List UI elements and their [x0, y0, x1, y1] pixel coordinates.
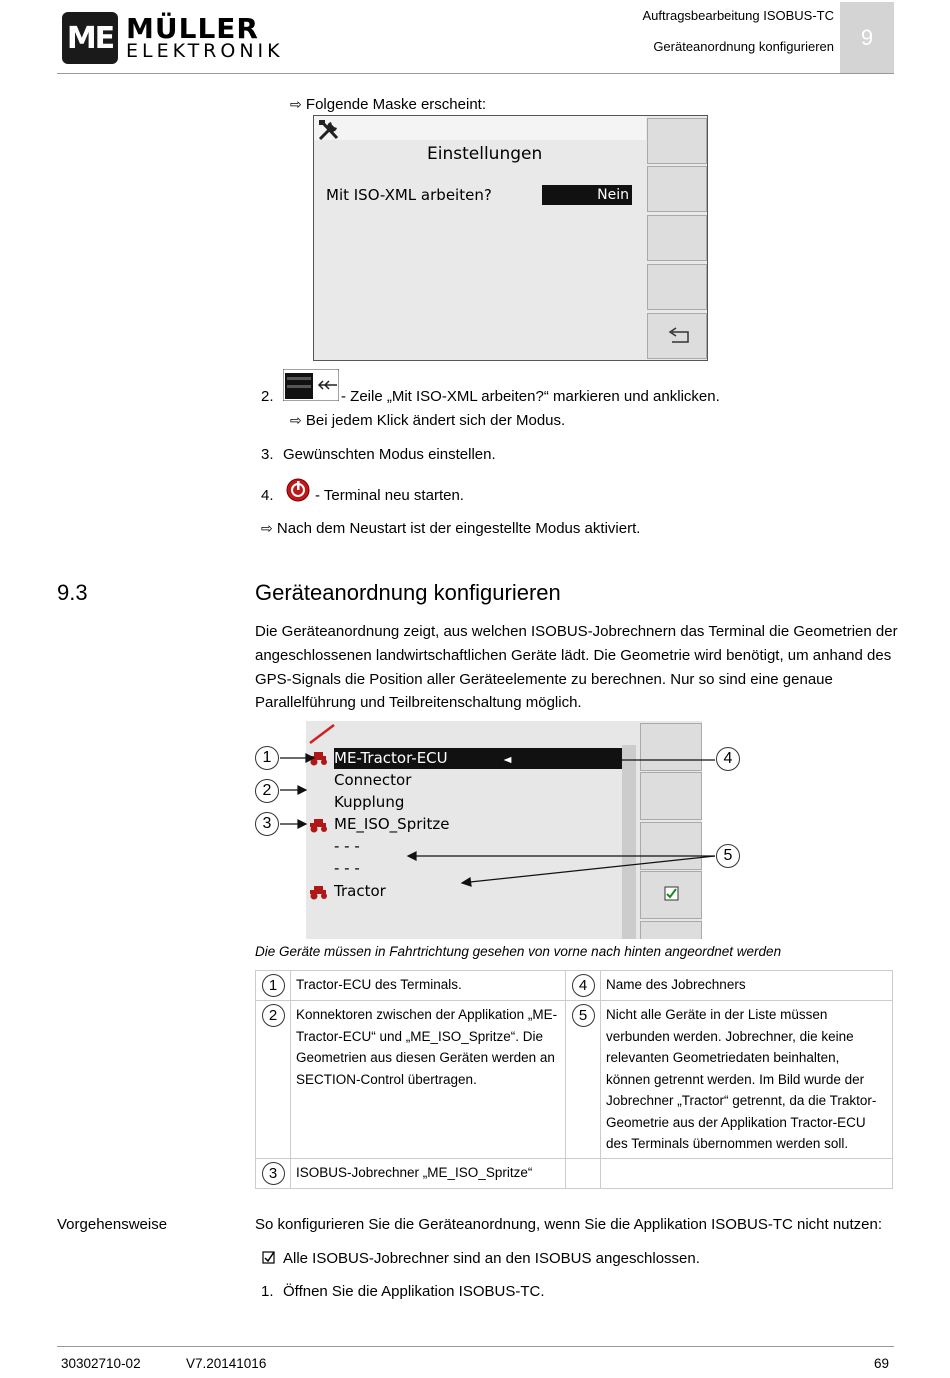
procedure-step-1-text: Öffnen Sie die Applikation ISOBUS-TC. [283, 1283, 545, 1300]
section-title: Geräteanordnung konfigurieren [255, 580, 561, 605]
table-row [256, 1158, 893, 1188]
list-item-connector[interactable]: Connector [334, 771, 412, 789]
list-item-empty-1[interactable]: - - - [334, 837, 360, 855]
header-rule [57, 73, 894, 74]
setting-label-iso-xml: Mit ISO-XML arbeiten? [326, 186, 492, 204]
table-row [256, 1001, 893, 1159]
logo-text-elektronik: ELEKTRONIK [126, 40, 284, 62]
header-subsection-title: Geräteanordnung konfigurieren [653, 39, 834, 54]
figure-caption: Die Geräte müssen in Fahrtrichtung gesehen von vorne nach hinten angeordnet werden [255, 944, 782, 959]
step-3-text: Gewünschten Modus einstellen. [283, 446, 496, 463]
list-item-empty-2[interactable]: - - - [334, 859, 360, 877]
footer-version: V7.20141016 [186, 1356, 267, 1371]
softkey-4[interactable] [647, 264, 707, 310]
procedure-step-1-number: 1. [261, 1283, 274, 1300]
legend-number: 2 [262, 1004, 285, 1027]
result-arrow-icon: ⇨ [290, 413, 302, 429]
callout-lines [250, 740, 750, 900]
screen-title: Einstellungen [427, 144, 543, 164]
legend-number: 5 [572, 1004, 595, 1027]
footer-page-number: 69 [873, 1356, 889, 1371]
logo-text-mueller: MÜLLER [126, 12, 259, 45]
list-item-tractor[interactable]: Tractor [334, 882, 386, 900]
return-icon [666, 326, 696, 348]
legend-text: Konnektoren zwischen der Applikation „ME-Tractor-ECU“ und „ME_ISO_Spritze“. Die Geometrien aus diesen Geräten werden an SECTION-Control übertragen. [291, 1001, 566, 1159]
step-2-number: 2. [261, 388, 274, 405]
step-3-number: 3. [261, 446, 274, 463]
legend-empty-cell [566, 1158, 601, 1188]
step-4-text: - Terminal neu starten. [315, 487, 464, 504]
footer-rule [57, 1346, 894, 1347]
section-paragraph-line-2: angeschlossenen landwirtschaftlichen Geräte lädt. Die Geometrie wird benötigt, um anhand des [255, 647, 892, 664]
result-arrow-icon: ⇨ [290, 97, 302, 113]
header-section-title: Auftragsbearbeitung ISOBUS-TC [642, 8, 834, 23]
legend-text: Name des Jobrechners [601, 971, 893, 1001]
section-number: 9.3 [57, 580, 88, 605]
legend-table [255, 970, 893, 1189]
wrench-screwdriver-icon [317, 118, 343, 142]
step-2-text: - Zeile „Mit ISO-XML arbeiten?“ markieren und anklicken. [341, 388, 720, 405]
legend-empty-cell [601, 1158, 893, 1188]
callout-5: 5 [716, 844, 740, 868]
softkey-1[interactable] [647, 118, 707, 164]
callout-4: 4 [716, 747, 740, 771]
legend-text: ISOBUS-Jobrechner „ME_ISO_Spritze“ [291, 1158, 566, 1188]
precondition-text: Alle ISOBUS-Jobrechner sind an den ISOBUS angeschlossen. [283, 1250, 700, 1267]
settings-screenshot [313, 115, 708, 361]
step-2-result: ⇨ Bei jedem Klick ändert sich der Modus. [290, 412, 566, 429]
step-4-number: 4. [261, 487, 274, 504]
softkey-back[interactable] [647, 313, 707, 359]
callout-1: 1 [255, 746, 279, 770]
result-arrow-icon: ⇨ [261, 521, 273, 537]
legend-number: 1 [262, 974, 285, 997]
legend-number: 3 [262, 1162, 285, 1185]
legend-text: Nicht alle Geräte in der Liste müssen verbunden werden. Jobrechner, die keine relevanten Geometriedaten beinhalten, können getrennt werden. Im Bild wurde der Jobrechner „Tractor“ getrennt, da die Traktor-Geometrie aus der Applikation Tractor-ECU des Terminals übernommen werden soll. [601, 1001, 893, 1159]
chapter-number-box: 9 [840, 2, 894, 73]
section-paragraph-line-4: Parallelführung und Teilbreitenschaltung möglich. [255, 694, 582, 711]
final-result: ⇨ Nach dem Neustart ist der eingestellte Modus aktiviert. [261, 520, 641, 537]
logo-me-mark: ME [62, 12, 118, 64]
setting-value-iso-xml[interactable]: Nein [542, 185, 632, 205]
list-item-me-tractor-ecu[interactable]: ME-Tractor-ECU [334, 748, 622, 769]
callout-3: 3 [255, 812, 279, 836]
result-line-1: ⇨ Folgende Maske erscheint: [290, 96, 487, 113]
list-item-me-iso-spritze[interactable]: ME_ISO_Spritze [334, 815, 450, 833]
softkey-2[interactable] [647, 166, 707, 212]
table-row [256, 971, 893, 1001]
callout-2: 2 [255, 779, 279, 803]
procedure-intro: So konfigurieren Sie die Geräteanordnung, wenn Sie die Applikation ISOBUS-TC nicht nutzen: [255, 1216, 883, 1233]
footer-doc-number: 30302710-02 [61, 1356, 141, 1371]
checked-box-icon [262, 1251, 276, 1265]
legend-number: 4 [572, 974, 595, 997]
softkey-back[interactable] [640, 921, 702, 939]
softkey-3[interactable] [647, 215, 707, 261]
procedure-label: Vorgehensweise [57, 1216, 168, 1233]
rotary-knob-icon [283, 369, 339, 401]
section-paragraph-line-1: Die Geräteanordnung zeigt, aus welchen ISOBUS-Jobrechnern das Terminal die Geometrien der [255, 623, 898, 640]
legend-text: Tractor-ECU des Terminals. [291, 971, 566, 1001]
list-item-kupplung[interactable]: Kupplung [334, 793, 405, 811]
power-off-icon [285, 477, 311, 503]
screen-top-bar [314, 116, 646, 140]
section-paragraph-line-3: GPS-Signals die Position aller Geräteelemente zu berechnen. Nur so sind eine genaue [255, 671, 833, 688]
